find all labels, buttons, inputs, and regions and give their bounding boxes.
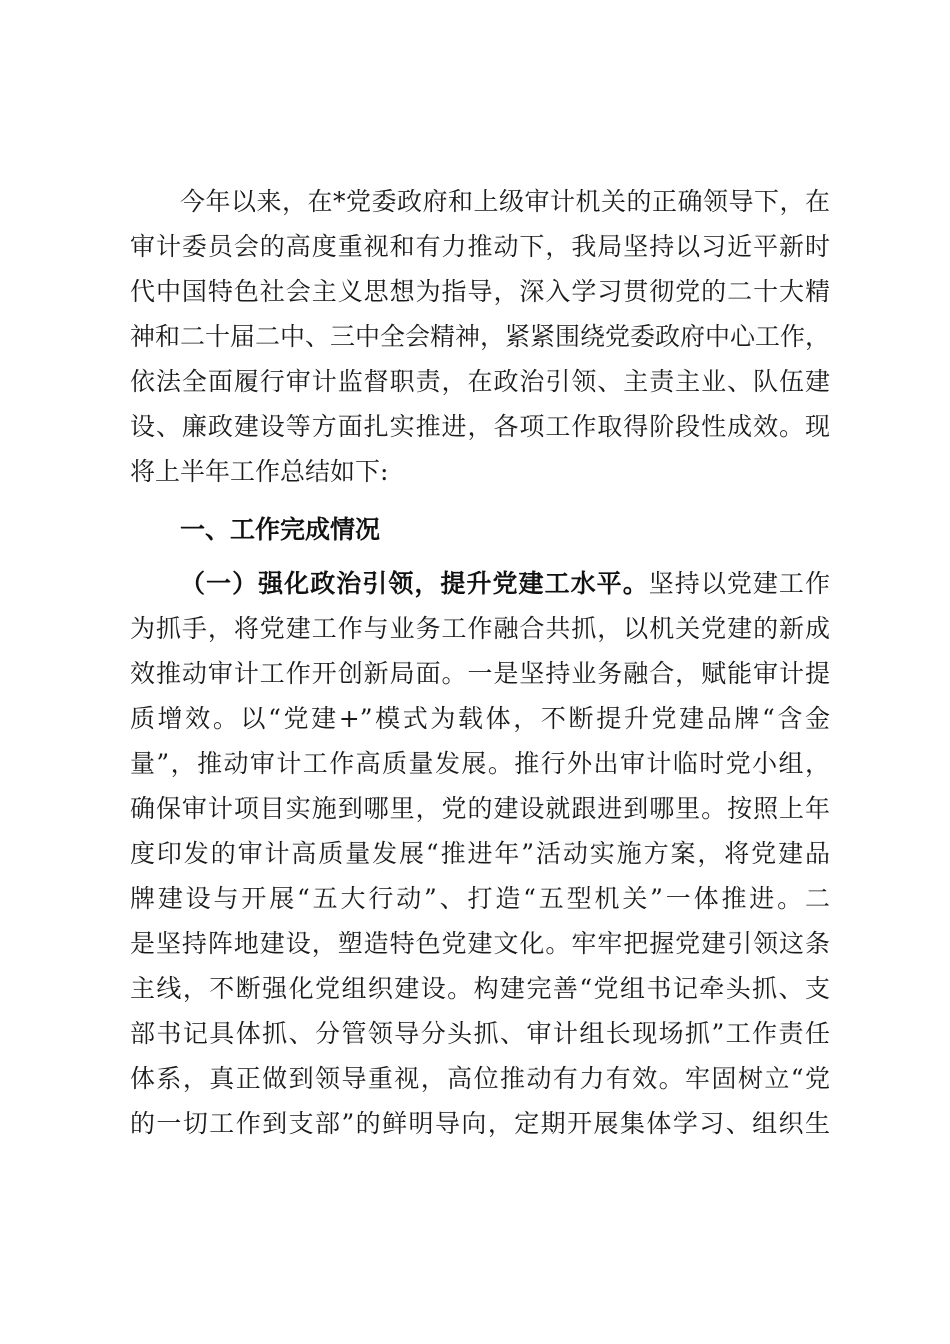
body-line-8: 是坚持阵地建设，塑造特色党建文化。牢牢把握党建引领这条 xyxy=(130,929,830,958)
body-line-12: 的一切工作到支部”的鲜明导向，定期开展集体学习、组织生 xyxy=(130,1109,830,1138)
body-line-7: 牌建设与开展“五大行动”、打造“五型机关”一体推进。二 xyxy=(130,884,830,913)
intro-line-4: 神和二十届二中、三中全会精神，紧紧围绕党委政府中心工作， xyxy=(130,322,831,351)
body-line-6: 度印发的审计高质量发展“推进年”活动实施方案，将党建品 xyxy=(130,839,830,868)
body-line-5: 确保审计项目实施到哪里，党的建设就跟进到哪里。按照上年 xyxy=(130,794,830,823)
subsection-first-line-rest: 坚持以党建工作 xyxy=(648,569,830,598)
body-line-4: 量”，推动审计工作高质量发展。推行外出审计临时党小组， xyxy=(130,749,830,778)
intro-line-1: 今年以来，在*党委政府和上级审计机关的正确领导下，在 xyxy=(180,187,830,216)
intro-line-5: 依法全面履行审计监督职责，在政治引领、主责主业、队伍建 xyxy=(130,367,830,396)
body-line-3: 质增效。以“党建+”模式为载体，不断提升党建品牌“含金 xyxy=(130,704,830,733)
body-line-10: 部书记具体抓、分管领导分头抓、审计组长现场抓”工作责任 xyxy=(130,1019,830,1048)
intro-line-3: 代中国特色社会主义思想为指导，深入学习贯彻党的二十大精 xyxy=(130,277,830,306)
intro-line-7: 将上半年工作总结如下: xyxy=(130,457,389,486)
body-line-1: 为抓手，将党建工作与业务工作融合共抓，以机关党建的新成 xyxy=(130,614,830,643)
body-line-11: 体系，真正做到领导重视，高位推动有力有效。牢固树立“党 xyxy=(130,1064,830,1093)
intro-line-2: 审计委员会的高度重视和有力推动下，我局坚持以习近平新时 xyxy=(130,232,830,261)
intro-line-6: 设、廉政建设等方面扎实推进，各项工作取得阶段性成效。现 xyxy=(130,412,830,441)
section-heading: 一、工作完成情况 xyxy=(180,515,381,544)
body-line-9: 主线，不断强化党组织建设。构建完善“党组书记牵头抓、支 xyxy=(130,974,830,1003)
body-line-2: 效推动审计工作开创新局面。一是坚持业务融合，赋能审计提 xyxy=(130,659,830,688)
subsection-title: （一）强化政治引领，提升党建工水平。 xyxy=(180,569,649,598)
subsection-first-line xyxy=(180,562,830,606)
